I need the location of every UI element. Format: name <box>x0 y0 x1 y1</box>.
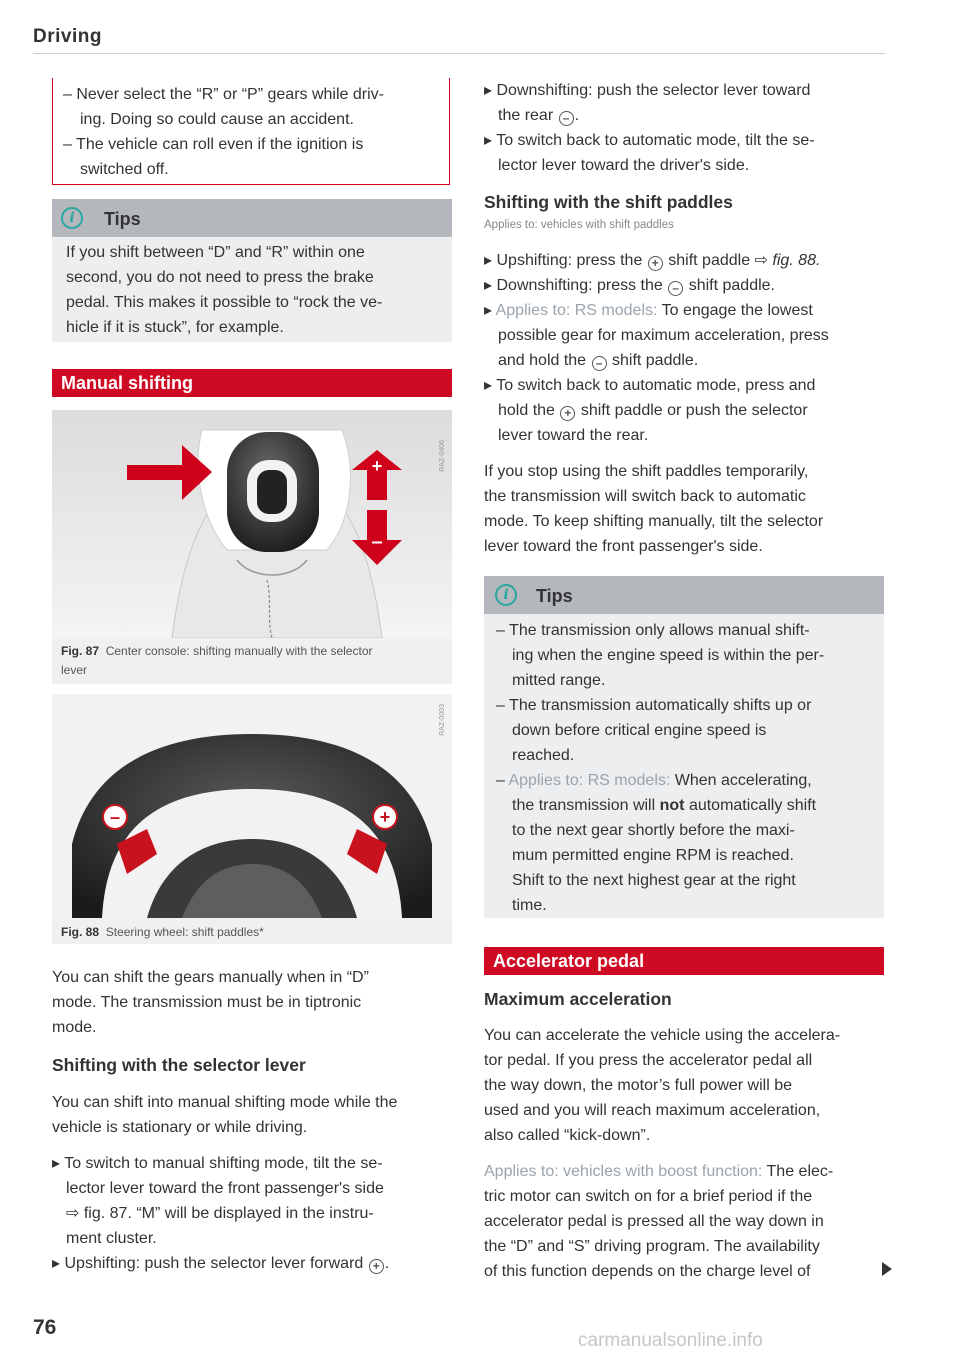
tips-line: the transmission will not automatically shift <box>512 797 817 814</box>
paragraph-line: the transmission will switch back to automatic <box>484 488 806 505</box>
warning-box <box>52 78 450 185</box>
tips-body <box>484 614 884 918</box>
figure-caption: Fig. 88 Steering wheel: shift paddles* <box>61 925 264 939</box>
paragraph-line: If you stop using the shift paddles temporarily, <box>484 463 809 480</box>
tips-bar <box>484 576 884 614</box>
intro-line: You can shift the gears manually when in “D” <box>52 969 369 986</box>
plus-circle-icon: + <box>648 256 663 271</box>
bullet-item: ▸ Applies to: RS models: To engage the lowest <box>484 302 813 319</box>
plus-circle-icon: + <box>369 1259 384 1274</box>
paragraph-line: You can accelerate the vehicle using the accelera- <box>484 1027 841 1044</box>
bullet-item: ▸ To switch to manual shifting mode, tilt the se- <box>52 1155 383 1172</box>
paragraph-line: mode. To keep shifting manually, tilt the selector <box>484 513 824 530</box>
svg-text:–: – <box>109 807 121 827</box>
tips-line: – The transmission only allows manual shift- <box>496 622 810 639</box>
warning-line: – Never select the “R” or “P” gears while driv- <box>63 86 384 103</box>
bullet-item: ▸ Upshifting: press the + shift paddle ⇨ fig. 88. <box>484 252 821 270</box>
paragraph-line: lever toward the front passenger's side. <box>484 538 763 555</box>
paragraph-line: tor pedal. If you press the accelerator pedal all <box>484 1052 813 1069</box>
bullet-item: ▸ Downshifting: press the – shift paddle. <box>484 277 775 295</box>
info-circle-icon: i <box>61 207 83 229</box>
svg-text:–: – <box>371 531 383 553</box>
paragraph-line: Applies to: vehicles with boost function: The elec- <box>484 1163 834 1180</box>
intro-line: mode. The transmission must be in tiptronic <box>52 994 362 1011</box>
section-heading-manual-shifting: Manual shifting <box>52 369 452 397</box>
svg-text:+: + <box>371 456 383 476</box>
tips-line: ing when the engine speed is within the per- <box>512 647 825 664</box>
minus-circle-icon: – <box>592 356 607 371</box>
minus-circle-icon: – <box>668 281 683 296</box>
watermark: carmanualsonline.info <box>578 1330 763 1351</box>
applies-to-note: Applies to: vehicles with shift paddles <box>484 219 674 231</box>
section-heading-accelerator-pedal: Accelerator pedal <box>484 947 884 975</box>
bullet-item: ▸ Upshifting: push the selector lever forward + . <box>52 1255 390 1273</box>
tips-line: – The transmission automatically shifts up or <box>496 697 812 714</box>
bullet-line: ⇨ fig. 87. “M” will be displayed in the instru- <box>66 1205 374 1222</box>
tips-line: If you shift between “D” and “R” within one <box>66 244 365 261</box>
page-number: 76 <box>33 1316 57 1339</box>
svg-text:+: + <box>379 807 391 827</box>
tips-line: hicle if it is stuck”, for example. <box>66 319 284 336</box>
bullet-line: ment cluster. <box>66 1230 157 1247</box>
figure-88 <box>52 694 452 944</box>
bullet-item: ▸ To switch back to automatic mode, press and <box>484 377 816 394</box>
tips-line: pedal. This makes it possible to “rock the ve- <box>66 294 383 311</box>
figure-caption: Fig. 87 Center console: shifting manually with the selector <box>61 644 373 658</box>
tips-line: second, you do not need to press the brake <box>66 269 374 286</box>
tips-line: mum permitted engine RPM is reached. <box>512 847 794 864</box>
continue-arrow-icon <box>882 1262 892 1276</box>
warning-line: switched off. <box>80 161 169 178</box>
paragraph-line: also called “kick-down”. <box>484 1127 651 1144</box>
paragraph-line: the way down, the motor’s full power will be <box>484 1077 792 1094</box>
figure-caption: lever <box>61 663 88 677</box>
tips-line: reached. <box>512 747 575 764</box>
selector-intro: vehicle is stationary or while driving. <box>52 1119 308 1136</box>
bullet-line: lector lever toward the driver's side. <box>498 157 750 174</box>
subheading-selector-lever: Shifting with the selector lever <box>52 1055 306 1075</box>
paragraph-line: the “D” and “S” driving program. The availability <box>484 1238 820 1255</box>
figure-code: RAZ-0406 <box>439 440 446 472</box>
tips-body <box>52 237 452 342</box>
tips-line: to the next gear shortly before the maxi- <box>512 822 795 839</box>
tips-line: time. <box>512 897 547 914</box>
warning-line: – The vehicle can roll even if the ignition is <box>63 136 364 153</box>
subheading-maximum-acceleration: Maximum acceleration <box>484 989 672 1009</box>
subheading-shift-paddles: Shifting with the shift paddles <box>484 192 733 212</box>
bullet-line: possible gear for maximum acceleration, press <box>498 327 829 344</box>
info-circle-icon: i <box>495 584 517 606</box>
plus-circle-icon: + <box>560 406 575 421</box>
figure-87 <box>52 410 452 684</box>
minus-circle-icon: – <box>559 111 574 126</box>
steering-wheel-illustration <box>52 694 452 918</box>
figure-code: RAZ-0003 <box>439 704 446 736</box>
warning-line: ing. Doing so could cause an accident. <box>80 111 354 128</box>
bullet-line: and hold the – shift paddle. <box>498 352 699 370</box>
selector-intro: You can shift into manual shifting mode while the <box>52 1094 398 1111</box>
paragraph-line: accelerator pedal is pressed all the way down in <box>484 1213 824 1230</box>
paragraph-line: of this function depends on the charge level of <box>484 1263 811 1280</box>
bullet-line: lever toward the rear. <box>498 427 649 444</box>
bullet-item: ▸ Downshifting: push the selector lever toward <box>484 82 811 99</box>
tips-line: mitted range. <box>512 672 606 689</box>
paragraph-line: used and you will reach maximum acceleration, <box>484 1102 821 1119</box>
tips-title: Tips <box>104 209 141 229</box>
bullet-item: ▸ To switch back to automatic mode, tilt the se- <box>484 132 815 149</box>
header-rule <box>33 53 885 54</box>
intro-line: mode. <box>52 1019 97 1036</box>
tips-line: – Applies to: RS models: When accelerating, <box>496 772 812 789</box>
selector-lever-illustration <box>52 410 452 638</box>
bullet-line: lector lever toward the front passenger's side <box>66 1180 384 1197</box>
tips-bar <box>52 199 452 237</box>
tips-title: Tips <box>536 586 573 606</box>
tips-line: Shift to the next highest gear at the right <box>512 872 796 889</box>
bullet-line: hold the + shift paddle or push the selector <box>498 402 808 420</box>
tips-line: down before critical engine speed is <box>512 722 767 739</box>
paragraph-line: tric motor can switch on for a brief period if the <box>484 1188 813 1205</box>
bullet-line: the rear – . <box>498 107 580 125</box>
section-title: Driving <box>33 26 102 47</box>
